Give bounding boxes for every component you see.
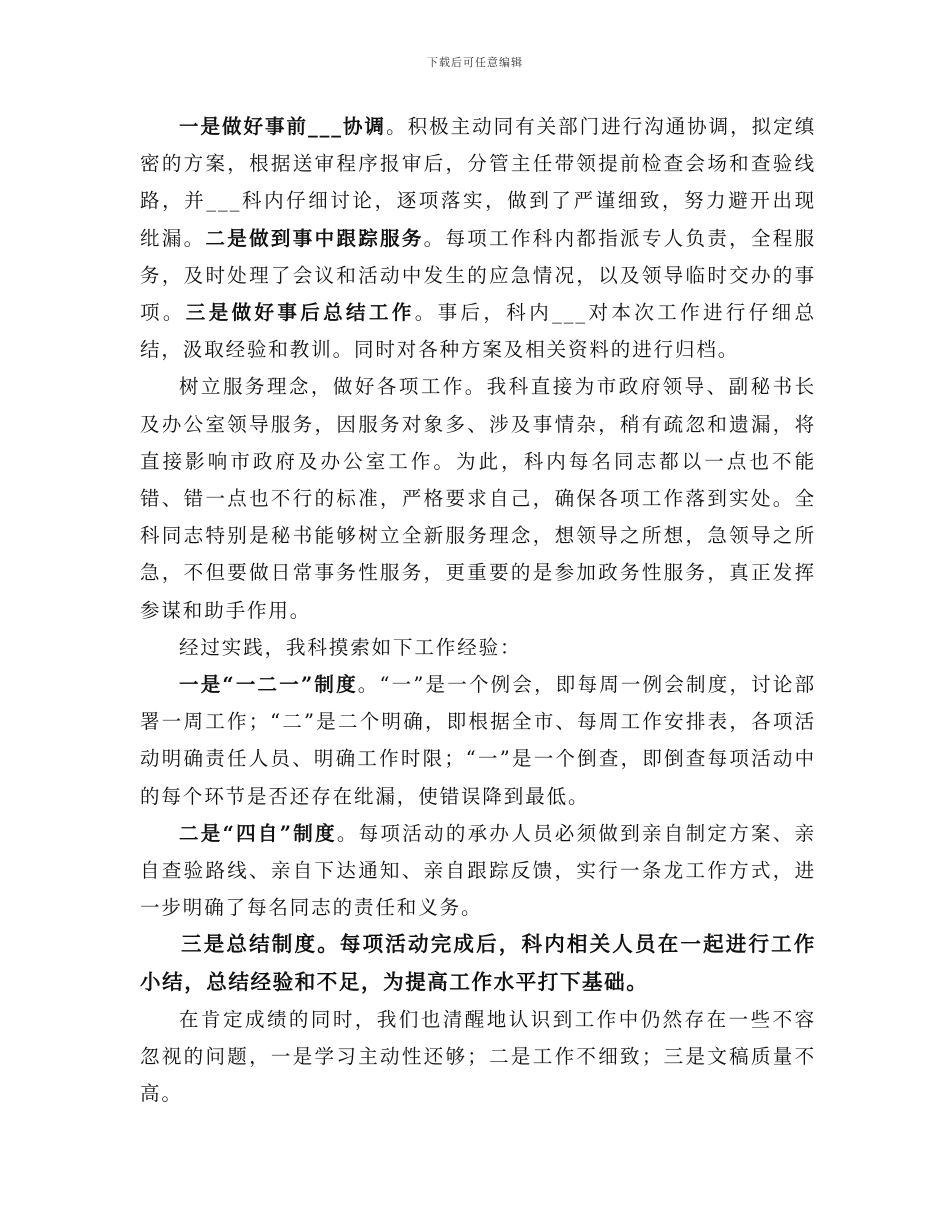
paragraph-text: 树立服务理念，做好各项工作。我科直接为市政府领导、副秘书长及办公室领导服务，因服务对象多、涉及事情杂，稍有疏忽和遗漏，将直接影响市政府及办公室工作。为此，科内每名同志都以一点也不能错、错一点也不行的标准，严格要求自己，确保各项工作落到实处。全科同志特别是秘书能够树立全新服务理念，想领导之所想，急领导之所急，不但要做日常事务性服务，更重要的是参加政务性服务，真正发挥参谋和助手作用。 bbox=[140, 375, 816, 622]
paragraph-4 bbox=[140, 666, 816, 815]
paragraph-text: 经过实践，我科摸索如下工作经验： bbox=[179, 635, 522, 659]
paragraph-text: 。“一”是一个例会，即每周一例会制度，讨论部署一周工作；“二”是二个明确，即根据全市、每周工作安排表，各项活动明确责任人员、明确工作时限；“一”是一个倒查，即倒查每项活动中的每个环节是否还存在纰漏，使错误降到最低。 bbox=[140, 673, 816, 808]
document-body bbox=[140, 108, 816, 1112]
paragraph-text: 。每项工作科内都指派专人负责，全程服务，及时处理了会议和活动中发生的应急情况，以及领导临时交办的事项。 bbox=[140, 226, 816, 325]
bold-heading: 一是做好事前___协调 bbox=[179, 115, 387, 138]
bold-heading: 一是“一二一”制度 bbox=[179, 673, 358, 697]
paragraph-7 bbox=[140, 1001, 816, 1113]
bold-heading: 二是“四自”制度 bbox=[179, 821, 337, 845]
paragraph-text: 。事后，科内___对本次工作进行仔细总结，汲取经验和教训。同时对各种方案及相关资料的进行归档。 bbox=[140, 301, 816, 362]
paragraph-3 bbox=[140, 629, 816, 666]
page-header: 下载后可任意编辑 bbox=[427, 56, 523, 69]
paragraph-text: 在肯定成绩的同时，我们也清醒地认识到工作中仍然存在一些不容忽视的问题，一是学习主动性还够；二是工作不细致；三是文稿质量不高。 bbox=[140, 1007, 816, 1106]
paragraph-2 bbox=[140, 368, 816, 628]
bold-paragraph-text: 三是总结制度。每项活动完成后，科内相关人员在一起进行工作小结，总结经验和不足，为提高工作水平打下基础。 bbox=[140, 932, 816, 994]
bold-heading: 三是做好事后总结工作 bbox=[185, 301, 415, 325]
bold-heading: 二是做到事中跟踪服务 bbox=[205, 226, 424, 250]
paragraph-text: 。每项活动的承办人员必须做到亲自制定方案、亲自查验路线、亲自下达通知、亲自跟踪反馈，实行一条龙工作方式，进一步明确了每名同志的责任和义务。 bbox=[140, 821, 816, 920]
paragraph-5 bbox=[140, 815, 816, 927]
paragraph-6 bbox=[140, 926, 816, 1000]
paragraph-text: 。积极主动同有关部门进行沟通协调，拟定缜密的方案，根据送审程序报审后，分管主任带领提前检查会场和查验线路，并___科内仔细讨论，逐项落实，做到了严谨细致，努力避开出现纰漏。 bbox=[140, 115, 816, 250]
paragraph-1 bbox=[140, 108, 816, 368]
